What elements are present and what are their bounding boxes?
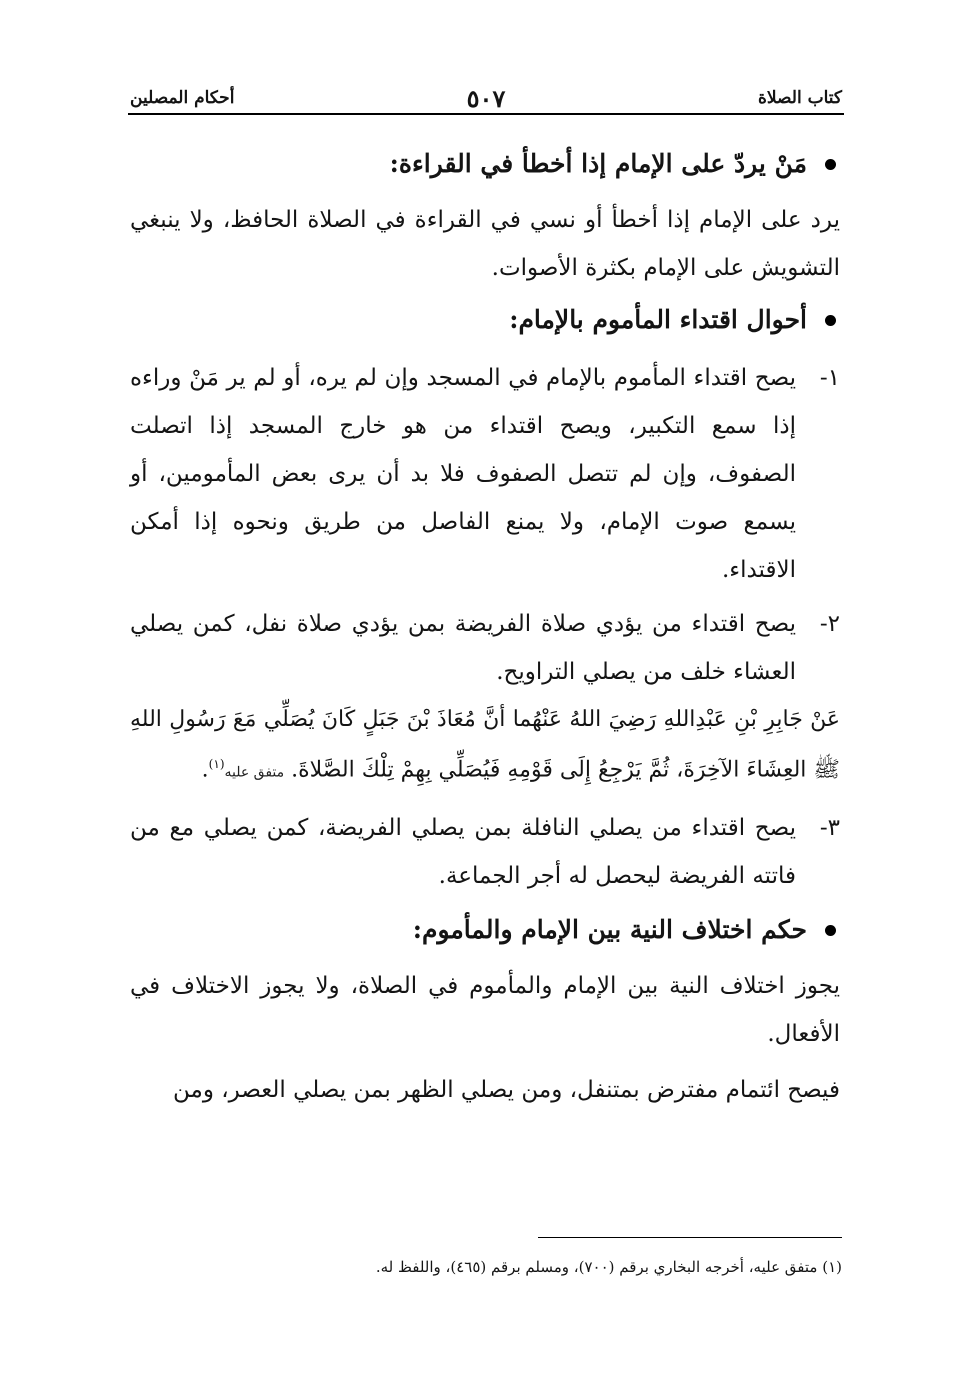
- page-number: ٥٠٧: [466, 84, 506, 113]
- page-header: [128, 84, 844, 118]
- paragraph: فيصح ائتمام مفترض بمتنفل، ومن يصلي الظهر بمن يصلي العصر، ومن: [172, 1077, 840, 1104]
- footnote-reference: (١): [208, 757, 225, 771]
- footnote-separator: [538, 1237, 842, 1238]
- section-heading-text: حكم اختلاف النية بين الإمام والمأموم:: [412, 915, 807, 945]
- item-text: يصح اقتداء من يؤدي صلاة الفريضة بمن يؤدي صلاة نفل، كمن يصلي العشاء خلف من يصلي التراويح.: [130, 611, 796, 685]
- bullet-icon: [825, 315, 836, 326]
- chapter-title: أحكام المصلين: [130, 88, 235, 108]
- section-heading: [130, 910, 840, 950]
- section-heading: [130, 300, 840, 340]
- list-item: [130, 354, 840, 594]
- paragraph: يرد على الإمام إذا أخطأ أو نسي في القراءة في الصلاة الحافظ، ولا ينبغي التشويش على الإمام بكثرة الأصوات.: [130, 207, 840, 281]
- list-item: [130, 600, 840, 696]
- header-rule: [128, 113, 844, 115]
- hadith-text: عَنْ جَابِرِ بْنِ عَبْدِاللهِ رَضِيَ اللهُ عَنْهُما أنَّ مُعَاذَ بْنَ جَبَلٍ كَانَ يُصَلِّي مَعَ رَسُولِ اللهِ ﷺ العِشَاءَ الآخِرَةَ، ثُمَّ يَرْجِعُ إِلَى قَوْمِهِ فَيُصَلِّي بِهِمْ تِلْكَ الصَّلاةَ.: [130, 707, 840, 783]
- item-text: يصح اقتداء المأموم بالإمام في المسجد وإن لم يره، أو لم ير مَنْ وراءه إذا سمع التكبير، ويصح اقتداء من هو خارج المسجد إذا اتصلت الصفوف، وإن لم تتصل الصفوف فلا بد أن يرى بعض المأمومين، أو يسمع صوت الإمام، ولا يمنع الفاصل من طريق ونحوه إذا أمكن الاقتداء.: [130, 365, 796, 583]
- hadith-source: متفق عليه: [224, 764, 285, 781]
- item-number: ٣-: [819, 815, 840, 842]
- section-heading-text: مَنْ يردّ على الإمام إذا أخطأ في القراءة:: [389, 149, 807, 178]
- item-number: ١-: [819, 365, 840, 391]
- book-title: كتاب الصلاة: [757, 88, 842, 108]
- section-heading-text: أحوال اقتداء المأموم بالإمام:: [509, 305, 807, 334]
- item-text: يصح اقتداء من يصلي النافلة بمن يصلي الفريضة، كمن يصلي مع من فاتته الفريضة ليحصل له أجر الجماعة.: [130, 815, 796, 890]
- page-body: [130, 140, 840, 1114]
- bullet-icon: [825, 159, 836, 170]
- paragraph: يجوز اختلاف النية بين الإمام والمأموم في الصلاة، ولا يجوز الاختلاف في الأفعال.: [130, 973, 840, 1048]
- hadith-block: عَنْ جَابِرِ بْنِ عَبْدِاللهِ رَضِيَ اللهُ عَنْهُما أنَّ مُعَاذَ بْنَ جَبَلٍ كَانَ يُصَلِّي مَعَ رَسُولِ اللهِ ﷺ العِشَاءَ الآخِرَةَ، ثُمَّ يَرْجِعُ إِلَى قَوْمِهِ فَيُصَلِّي بِهِمْ تِلْكَ الصَّلاةَ. متفق عليه$^{(١)}$.: [130, 707, 840, 783]
- bullet-icon: [825, 925, 836, 936]
- footnote: (١) متفق عليه، أخرجه البخاري برقم (٧٠٠)، ومسلم برقم (٤٦٥)، واللفظ له.: [375, 1258, 842, 1276]
- list-item: [130, 804, 840, 900]
- item-number: ٢-: [819, 611, 840, 637]
- section-heading: [130, 144, 840, 184]
